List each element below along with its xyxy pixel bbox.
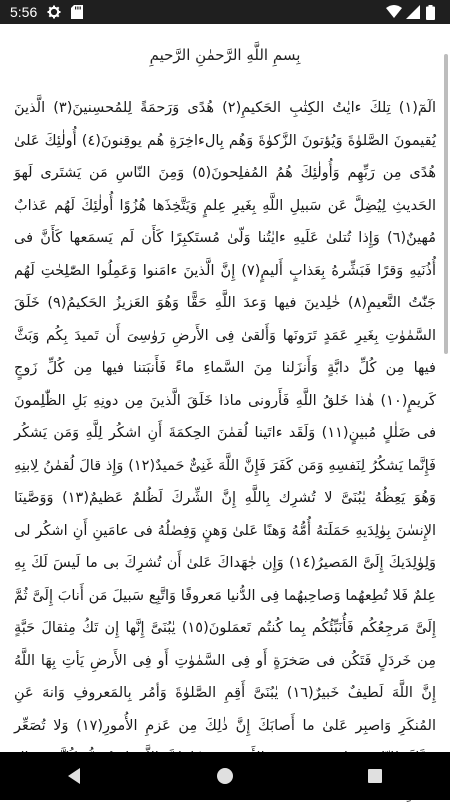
surah-reader-page[interactable] bbox=[0, 24, 450, 752]
back-button[interactable] bbox=[45, 752, 105, 800]
recents-square-icon bbox=[367, 768, 383, 784]
home-circle-icon bbox=[216, 767, 234, 785]
recents-button[interactable] bbox=[345, 752, 405, 800]
home-button[interactable] bbox=[195, 752, 255, 800]
wifi-icon bbox=[386, 5, 400, 19]
status-left bbox=[10, 4, 85, 20]
scrollbar[interactable] bbox=[444, 54, 448, 354]
battery-icon bbox=[426, 5, 440, 19]
back-triangle-icon bbox=[66, 767, 84, 785]
sd-card-icon bbox=[71, 5, 85, 19]
cellular-signal-icon bbox=[406, 5, 420, 19]
status-time: 5:56 bbox=[10, 4, 38, 20]
basmala-heading: بِسمِ اللَّهِ الرَّحمٰنِ الرَّحيمِ bbox=[149, 46, 301, 64]
settings-gear-icon bbox=[47, 5, 61, 19]
navigation-bar bbox=[0, 752, 450, 800]
status-right bbox=[386, 5, 440, 19]
status-bar bbox=[0, 0, 450, 24]
surah-text: الٓمٓ(١) تِلكَ ءايٰتُ الكِتٰبِ الحَكيمِ(٢) هُدًى وَرَحمَةً لِلمُحسِنينَ(٣) الَّذينَ يُقيمونَ الصَّلوٰةَ وَيُؤتونَ الزَّكوٰةَ وَهُم بِالءاخِرَةِ هُم يوقِنونَ(٤) أُولٰئِكَ عَلىٰ هُدًى مِن رَبِّهِم وَأُولٰئِكَ هُمُ المُفلِحونَ(٥) وَمِنَ النّاسِ مَن يَشتَرى لَهوَ الحَديثِ لِيُضِلَّ عَن سَبيلِ اللَّهِ بِغَيرِ عِلمٍ وَيَتَّخِذَها هُزُوًا أُولٰئِكَ لَهُم عَذابٌ مُهينٌ(٦) وَإِذا تُتلىٰ عَلَيهِ ءايٰتُنا وَلّىٰ مُستَكبِرًا كَأَن لَم يَسمَعها كَأَنَّ فى أُذُنَيهِ وَقرًا فَبَشِّرهُ بِعَذابٍ أَليمٍ(٧) إِنَّ الَّذينَ ءامَنوا وَعَمِلُوا الصّٰلِحٰتِ لَهُم جَنّٰتُ النَّعيمِ(٨) خٰلِدينَ فيها وَعدَ اللَّهِ حَقًّا وَهُوَ العَزيزُ الحَكيمُ(٩) خَلَقَ السَّمٰوٰتِ بِغَيرِ عَمَدٍ تَرَونَها وَأَلقىٰ فِى الأَرضِ رَوٰسِىَ أَن تَميدَ بِكُم وَبَثَّ فيها مِن كُلِّ دابَّةٍ وَأَنزَلنا مِنَ السَّماءِ ماءً فَأَنبَتنا فيها مِن كُلِّ زَوجٍ كَريمٍ(١٠) هٰذا خَلقُ اللَّهِ فَأَرونى ماذا خَلَقَ الَّذينَ مِن دونِهِ بَلِ الظّٰلِمونَ فى ضَلٰلٍ مُبينٍ(١١) وَلَقَد ءاتَينا لُقمٰنَ الحِكمَةَ أَنِ اشكُر لِلَّهِ وَمَن يَشكُر فَإِنَّما يَشكُرُ لِنَفسِهِ وَمَن كَفَرَ فَإِنَّ اللَّهَ غَنِىٌّ حَميدٌ(١٢) وَإِذ قالَ لُقمٰنُ لِابنِهِ وَهُوَ يَعِظُهُ يٰبُنَىَّ لا تُشرِك بِاللَّهِ إِنَّ الشِّركَ لَظُلمٌ عَظيمٌ(١٣) وَوَصَّينَا الإِنسٰنَ بِوٰلِدَيهِ حَمَلَتهُ أُمُّهُ وَهنًا عَلىٰ وَهنٍ وَفِصٰلُهُ فى عامَينِ أَنِ اشكُر لى وَلِوٰلِدَيكَ إِلَىَّ المَصيرُ(١٤) وَإِن جٰهَداكَ عَلىٰ أَن تُشرِكَ بى ما لَيسَ لَكَ بِهِ عِلمٌ فَلا تُطِعهُما وَصاحِبهُما فِى الدُّنيا مَعروفًا وَاتَّبِع سَبيلَ مَن أَنابَ إِلَىَّ ثُمَّ إِلَىَّ مَرجِعُكُم فَأُنَبِّئُكُم بِما كُنتُم تَعمَلونَ(١٥) يٰبُنَىَّ إِنَّها إِن تَكُ مِثقالَ حَبَّةٍ مِن خَردَلٍ فَتَكُن فى صَخرَةٍ أَو فِى السَّمٰوٰتِ أَو فِى الأَرضِ يَأتِ بِهَا اللَّهُ إِنَّ اللَّهَ لَطيفٌ خَبيرٌ(١٦) يٰبُنَىَّ أَقِمِ الصَّلوٰةَ وَأمُر بِالمَعروفِ وَانهَ عَنِ المُنكَرِ وَاصبِر عَلىٰ ما أَصابَكَ إِنَّ ذٰلِكَ مِن عَزمِ الأُمورِ(١٧) وَلا تُصَعِّر bbox=[14, 100, 437, 734]
